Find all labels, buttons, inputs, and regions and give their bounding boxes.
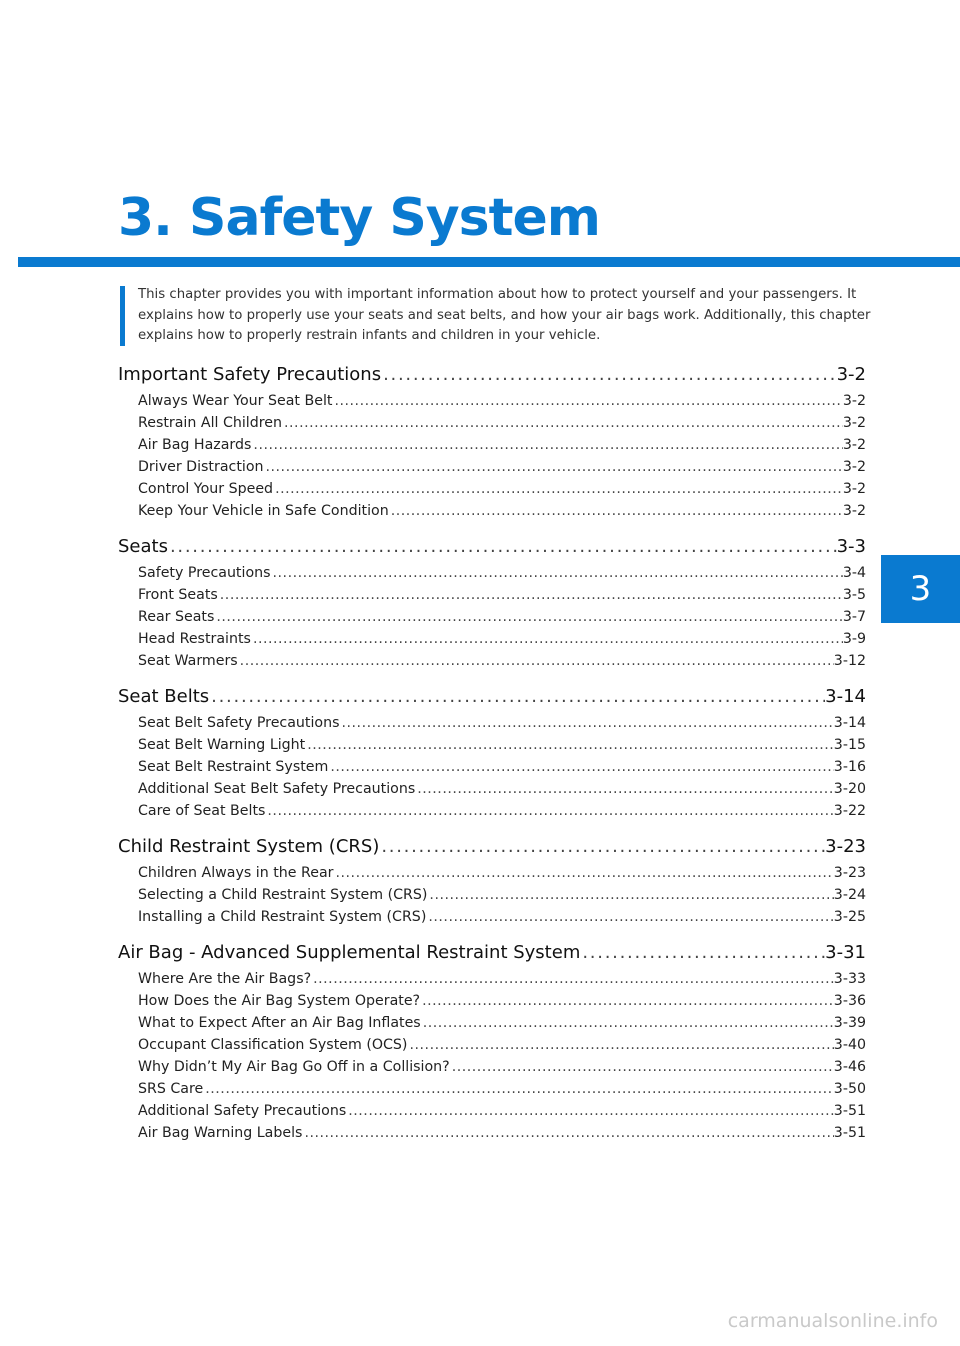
toc-entry[interactable] xyxy=(118,756,866,778)
toc-section-title: Child Restraint System (CRS) xyxy=(118,836,380,857)
dot-leader xyxy=(251,628,843,650)
toc-section-heading[interactable] xyxy=(118,832,866,862)
toc-entry-title: Safety Precautions xyxy=(138,565,271,581)
toc-entry-title: Installing a Child Restraint System (CRS) xyxy=(138,909,427,925)
dot-leader xyxy=(305,734,834,756)
toc-entry[interactable] xyxy=(118,434,866,456)
dot-leader xyxy=(339,712,833,734)
toc-page-number: 3-2 xyxy=(842,393,866,409)
toc-section-heading[interactable] xyxy=(118,532,866,562)
toc-section-title: Seats xyxy=(118,536,168,557)
toc-entry-title: Seat Belt Restraint System xyxy=(138,759,329,775)
toc-page-number: 3-51 xyxy=(833,1125,866,1141)
toc-page-number: 3-12 xyxy=(833,653,866,669)
toc-section-heading[interactable] xyxy=(118,938,866,968)
dot-leader xyxy=(168,532,837,562)
toc-entry[interactable] xyxy=(118,862,866,884)
toc-entry[interactable] xyxy=(118,734,866,756)
dot-leader xyxy=(271,562,843,584)
toc-page-number: 3-39 xyxy=(833,1015,866,1031)
toc-entry-title: Care of Seat Belts xyxy=(138,803,266,819)
dot-leader xyxy=(203,1078,834,1100)
toc-entry-title: Seat Belt Safety Precautions xyxy=(138,715,340,731)
toc-entry[interactable] xyxy=(118,1012,866,1034)
toc-section xyxy=(118,832,866,928)
toc-entry[interactable] xyxy=(118,562,866,584)
dot-leader xyxy=(238,650,834,672)
toc-entry[interactable] xyxy=(118,456,866,478)
dot-leader xyxy=(346,1100,834,1122)
chapter-intro xyxy=(120,286,880,346)
toc-entry[interactable] xyxy=(118,584,866,606)
dot-leader xyxy=(427,884,833,906)
toc-entry[interactable] xyxy=(118,478,866,500)
toc-entry-title: Additional Seat Belt Safety Precautions xyxy=(138,781,416,797)
toc-page-number: 3-25 xyxy=(833,909,866,925)
dot-leader xyxy=(311,968,834,990)
toc-page-number: 3-23 xyxy=(833,865,866,881)
toc-section xyxy=(118,938,866,1144)
dot-leader xyxy=(282,412,843,434)
toc-section xyxy=(118,682,866,822)
toc-page-number: 3-2 xyxy=(842,415,866,431)
toc-page-number: 3-51 xyxy=(833,1103,866,1119)
chapter-title: 3. Safety System xyxy=(118,188,600,248)
toc-page-number: 3-2 xyxy=(842,459,866,475)
toc-entry[interactable] xyxy=(118,606,866,628)
toc-page-number: 3-5 xyxy=(842,587,866,603)
dot-leader xyxy=(328,756,833,778)
toc-page-number: 3-7 xyxy=(842,609,866,625)
toc-entry[interactable] xyxy=(118,1034,866,1056)
dot-leader xyxy=(214,606,842,628)
dot-leader xyxy=(421,1012,834,1034)
toc-entry-title: Children Always in the Rear xyxy=(138,865,334,881)
toc-entry[interactable] xyxy=(118,390,866,412)
dot-leader xyxy=(407,1034,833,1056)
toc-entry-title: Occupant Classification System (OCS) xyxy=(138,1037,408,1053)
toc-entry[interactable] xyxy=(118,412,866,434)
dot-leader xyxy=(251,434,842,456)
toc-entry-title: Driver Distraction xyxy=(138,459,264,475)
toc-page-number: 3-31 xyxy=(825,942,866,963)
toc-entry[interactable] xyxy=(118,628,866,650)
toc-page-number: 3-50 xyxy=(833,1081,866,1097)
toc-page-number: 3-3 xyxy=(836,536,866,557)
table-of-contents xyxy=(118,360,866,1154)
toc-section-heading[interactable] xyxy=(118,682,866,712)
toc-entry[interactable] xyxy=(118,1122,866,1144)
toc-page-number: 3-46 xyxy=(833,1059,866,1075)
toc-entry[interactable] xyxy=(118,500,866,522)
dot-leader xyxy=(389,500,843,522)
toc-page-number: 3-15 xyxy=(833,737,866,753)
dot-leader xyxy=(379,832,825,862)
dot-leader xyxy=(334,862,834,884)
intro-text: This chapter provides you with important information about how to protect yourself and your passengers. It explains how to properly use your seats and seat belts, and how your air bags work. Additionally, this chapter explains how to properly restrain infants and children in your vehicle. xyxy=(138,287,871,343)
toc-entry[interactable] xyxy=(118,884,866,906)
toc-entry[interactable] xyxy=(118,650,866,672)
dot-leader xyxy=(273,478,843,500)
dot-leader xyxy=(265,800,833,822)
intro-accent-bar xyxy=(120,286,125,346)
toc-section xyxy=(118,532,866,672)
toc-page-number: 3-23 xyxy=(825,836,866,857)
dot-leader xyxy=(420,990,834,1012)
chapter-tab[interactable]: 3 xyxy=(881,555,960,623)
toc-entry[interactable] xyxy=(118,906,866,928)
dot-leader xyxy=(332,390,842,412)
dot-leader xyxy=(218,584,843,606)
toc-entry-title: Rear Seats xyxy=(138,609,215,625)
dot-leader xyxy=(264,456,843,478)
toc-entry-title: Always Wear Your Seat Belt xyxy=(138,393,333,409)
toc-entry-title: Seat Belt Warning Light xyxy=(138,737,306,753)
toc-entry-title: Front Seats xyxy=(138,587,218,603)
toc-entry-title: Seat Warmers xyxy=(138,653,238,669)
toc-entry[interactable] xyxy=(118,1078,866,1100)
toc-entry-title: What to Expect After an Air Bag Inflates xyxy=(138,1015,421,1031)
dot-leader xyxy=(580,938,825,968)
toc-entry[interactable] xyxy=(118,800,866,822)
toc-page-number: 3-24 xyxy=(833,887,866,903)
toc-page-number: 3-33 xyxy=(833,971,866,987)
dot-leader xyxy=(381,360,837,390)
toc-entry[interactable] xyxy=(118,778,866,800)
toc-entry[interactable] xyxy=(118,990,866,1012)
toc-page-number: 3-22 xyxy=(833,803,866,819)
toc-section-title: Air Bag - Advanced Supplemental Restraint System xyxy=(118,942,581,963)
toc-entry-title: Where Are the Air Bags? xyxy=(138,971,312,987)
toc-page-number: 3-9 xyxy=(842,631,866,647)
dot-leader xyxy=(450,1056,834,1078)
toc-entry-title: Control Your Speed xyxy=(138,481,274,497)
toc-entry-title: Keep Your Vehicle in Safe Condition xyxy=(138,503,389,519)
toc-page-number: 3-4 xyxy=(842,565,866,581)
toc-entry-title: Head Restraints xyxy=(138,631,251,647)
toc-entry[interactable] xyxy=(118,968,866,990)
toc-page-number: 3-14 xyxy=(833,715,866,731)
toc-entry-title: Why Didn’t My Air Bag Go Off in a Collision? xyxy=(138,1059,450,1075)
toc-entry-title: Air Bag Hazards xyxy=(138,437,252,453)
toc-page-number: 3-14 xyxy=(825,686,866,707)
toc-entry-title: How Does the Air Bag System Operate? xyxy=(138,993,421,1009)
toc-section-title: Seat Belts xyxy=(118,686,210,707)
dot-leader xyxy=(302,1122,833,1144)
toc-page-number: 3-2 xyxy=(842,481,866,497)
toc-entry[interactable] xyxy=(118,712,866,734)
toc-entry-title: Restrain All Children xyxy=(138,415,283,431)
toc-page-number: 3-16 xyxy=(833,759,866,775)
toc-section-title: Important Safety Precautions xyxy=(118,364,382,385)
toc-entry-title: Selecting a Child Restraint System (CRS) xyxy=(138,887,428,903)
toc-page-number: 3-36 xyxy=(833,993,866,1009)
toc-entry[interactable] xyxy=(118,1100,866,1122)
toc-section xyxy=(118,360,866,522)
watermark: carmanualsonline.info xyxy=(727,1310,938,1332)
toc-page-number: 3-2 xyxy=(842,503,866,519)
toc-page-number: 3-2 xyxy=(836,364,866,385)
toc-page-number: 3-2 xyxy=(842,437,866,453)
toc-page-number: 3-20 xyxy=(833,781,866,797)
toc-entry-title: Air Bag Warning Labels xyxy=(138,1125,303,1141)
toc-entry[interactable] xyxy=(118,1056,866,1078)
dot-leader xyxy=(209,682,825,712)
title-divider xyxy=(18,257,960,267)
dot-leader xyxy=(426,906,833,928)
toc-entry-title: Additional Safety Precautions xyxy=(138,1103,347,1119)
toc-section-heading[interactable] xyxy=(118,360,866,390)
toc-page-number: 3-40 xyxy=(833,1037,866,1053)
toc-entry-title: SRS Care xyxy=(138,1081,204,1097)
dot-leader xyxy=(415,778,834,800)
